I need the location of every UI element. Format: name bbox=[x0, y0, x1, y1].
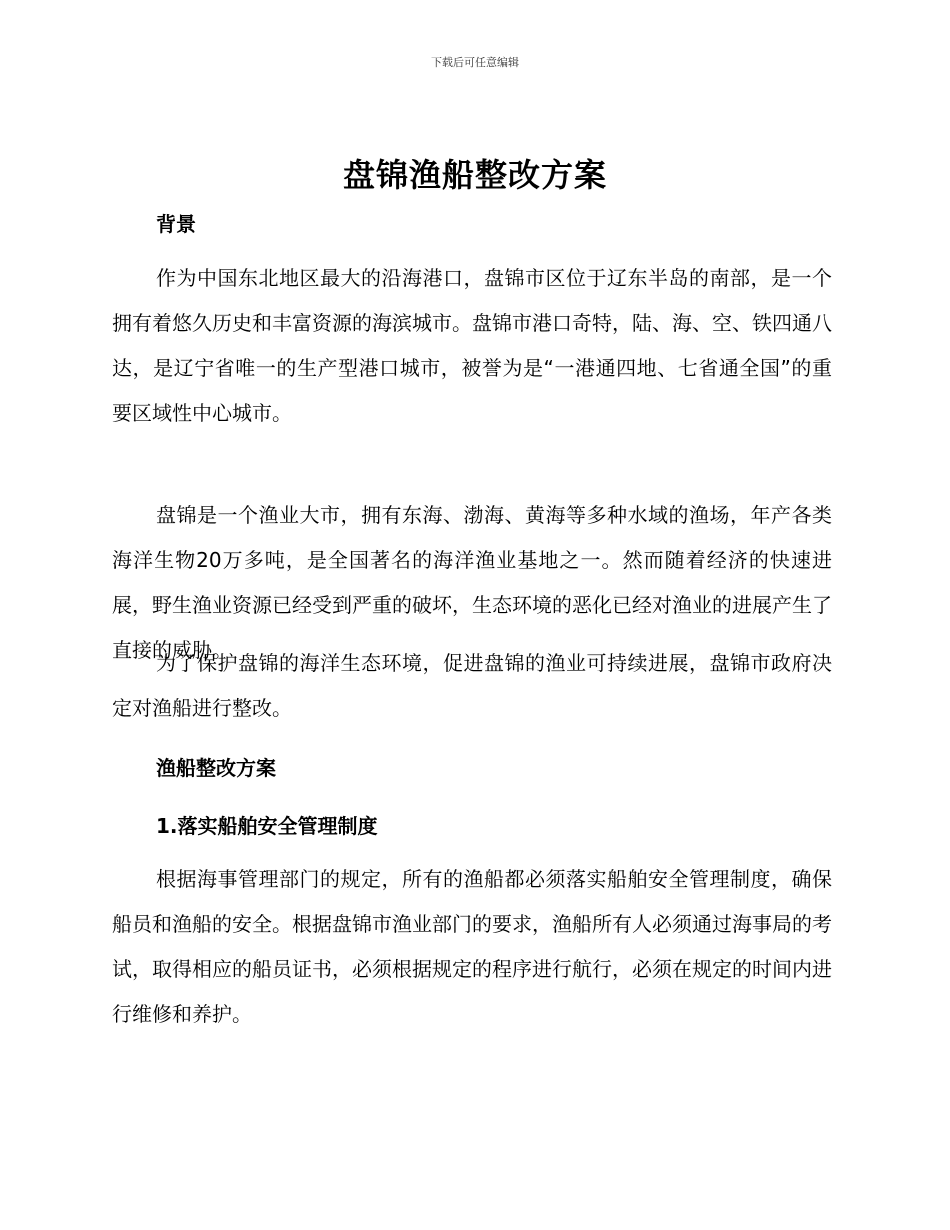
paragraph-background-2: 盘锦是一个渔业大市，拥有东海、渤海、黄海等多种水域的渔场，年产各类海洋生物20万多吨，是全国著名的海洋渔业基地之一。然而随着经济的快速进展，野生渔业资源已经受到严重的破坏，生态环境的恶化已经对渔业的进展产生了直接的威胁。 bbox=[112, 503, 832, 662]
header-note: 下载后可任意编辑 bbox=[431, 56, 519, 69]
subsection-heading-1: 1.落实船舶安全管理制度 bbox=[156, 814, 378, 838]
section-heading-plan: 渔船整改方案 bbox=[156, 756, 276, 780]
document-title: 盘锦渔船整改方案 bbox=[342, 156, 607, 194]
paragraph-background-1: 作为中国东北地区最大的沿海港口，盘锦市区位于辽东半岛的南部，是一个拥有着悠久历史和丰富资源的海滨城市。盘锦市港口奇特，陆、海、空、铁四通八达，是辽宁省唯一的生产型港口城市，被誉为是“一港通四地、七省通全国”的重要区域性中心城市。 bbox=[112, 266, 832, 425]
section-heading-background: 背景 bbox=[156, 212, 196, 236]
paragraph-background-3: 为了保护盘锦的海洋生态环境，促进盘锦的渔业可持续进展，盘锦市政府决定对渔船进行整改。 bbox=[112, 651, 832, 720]
paragraph-item-1: 根据海事管理部门的规定，所有的渔船都必须落实船舶安全管理制度，确保船员和渔船的安全。根据盘锦市渔业部门的要求，渔船所有人必须通过海事局的考试，取得相应的船员证书，必须根据规定的程序进行航行，必须在规定的时间内进行维修和养护。 bbox=[112, 867, 832, 1026]
